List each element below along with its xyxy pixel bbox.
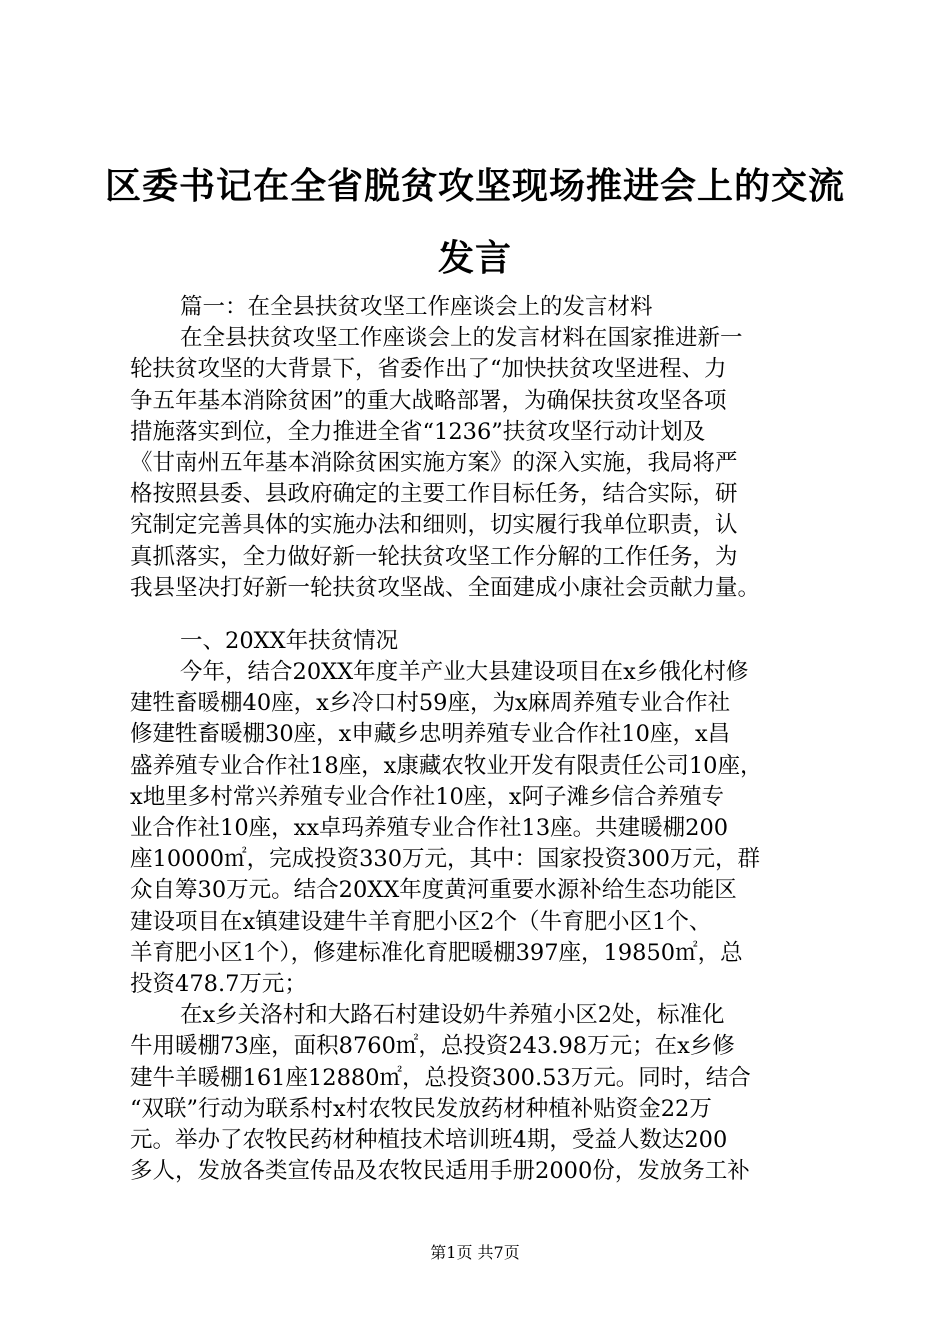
text-line: 修建牲畜暖棚30座，x申藏乡忠明养殖专业合作社10座，x昌 bbox=[130, 721, 731, 748]
section-heading: 篇一：在全县扶贫攻坚工作座谈会上的发言材料 bbox=[180, 294, 653, 320]
text-line: 座10000㎡，完成投资330万元，其中：国家投资300万元，群 bbox=[130, 846, 760, 873]
text-line: 盛养殖专业合作社18座，x康藏农牧业开发有限责任公司10座， bbox=[130, 752, 763, 779]
text-line: 建设项目在x镇建设建牛羊育肥小区2个（牛育肥小区1个、 bbox=[130, 908, 712, 935]
subheading: 一、20XX年扶贫情况 bbox=[180, 627, 399, 654]
text-line: 轮扶贫攻坚的大背景下，省委作出了“加快扶贫攻坚进程、力 bbox=[130, 356, 727, 383]
text-line: 今年，结合20XX年度羊产业大县建设项目在x乡俄化村修 bbox=[180, 659, 749, 686]
title-line-1: 区委书记在全省脱贫攻坚现场推进会上的交流 bbox=[104, 165, 845, 207]
text-line: 众自筹30万元。结合20XX年度黄河重要水源补给生态功能区 bbox=[130, 877, 737, 904]
text-line: 羊育肥小区1个），修建标准化育肥暖棚397座，19850㎡，总 bbox=[130, 939, 743, 966]
text-line: x地里多村常兴养殖专业合作社10座，x阿子滩乡信合养殖专 bbox=[130, 783, 725, 810]
text-line: 多人，发放各类宣传品及农牧民适用手册2000份，发放务工补 bbox=[130, 1158, 750, 1185]
text-line: “双联”行动为联系村x村农牧民发放药材种植补贴资金22万 bbox=[130, 1095, 712, 1122]
text-line: 建牛羊暖棚161座12880㎡，总投资300.53万元。同时，结合 bbox=[130, 1064, 751, 1091]
text-line: 究制定完善具体的实施办法和细则，切实履行我单位职责，认 bbox=[130, 512, 738, 539]
text-line: 元。举办了农牧民药材种植技术培训班4期，受益人数达200 bbox=[130, 1126, 728, 1153]
text-line: 在x乡关洛村和大路石村建设奶牛养殖小区2处，标准化 bbox=[180, 1002, 725, 1029]
text-line: 《甘南州五年基本消除贫困实施方案》的深入实施，我局将严 bbox=[130, 449, 738, 476]
title-line-2: 发言 bbox=[437, 237, 512, 279]
paragraph-gap bbox=[130, 604, 850, 626]
paragraph-3 bbox=[130, 1000, 850, 1187]
paragraph-1 bbox=[130, 323, 850, 604]
document-title bbox=[100, 150, 850, 294]
text-line: 措施落实到位，全力推进全省“1236”扶贫攻坚行动计划及 bbox=[130, 418, 706, 445]
page-number-footer: 第1页 共7页 bbox=[430, 1243, 520, 1262]
document-body bbox=[130, 292, 850, 1187]
text-line: 格按照县委、县政府确定的主要工作目标任务，结合实际，研 bbox=[130, 481, 738, 508]
text-line: 业合作社10座，xx卓玛养殖专业合作社13座。共建暖棚200 bbox=[130, 815, 729, 841]
text-line: 在全县扶贫攻坚工作座谈会上的发言材料在国家推进新一 bbox=[180, 325, 743, 352]
text-line: 争五年基本消除贫困”的重大战略部署，为确保扶贫攻坚各项 bbox=[130, 387, 727, 414]
text-line: 牛用暖棚73座，面积8760㎡，总投资243.98万元；在x乡修 bbox=[130, 1033, 735, 1060]
text-line: 建牲畜暖棚40座，x乡冷口村59座，为x麻周养殖专业合作社 bbox=[130, 690, 731, 717]
paragraph-2 bbox=[130, 657, 850, 1000]
text-line: 我县坚决打好新一轮扶贫攻坚战、全面建成小康社会贡献力量。 bbox=[130, 574, 761, 601]
text-line: 真抓落实，全力做好新一轮扶贫攻坚工作分解的工作任务，为 bbox=[130, 543, 738, 570]
text-line: 投资478.7万元； bbox=[130, 970, 307, 997]
